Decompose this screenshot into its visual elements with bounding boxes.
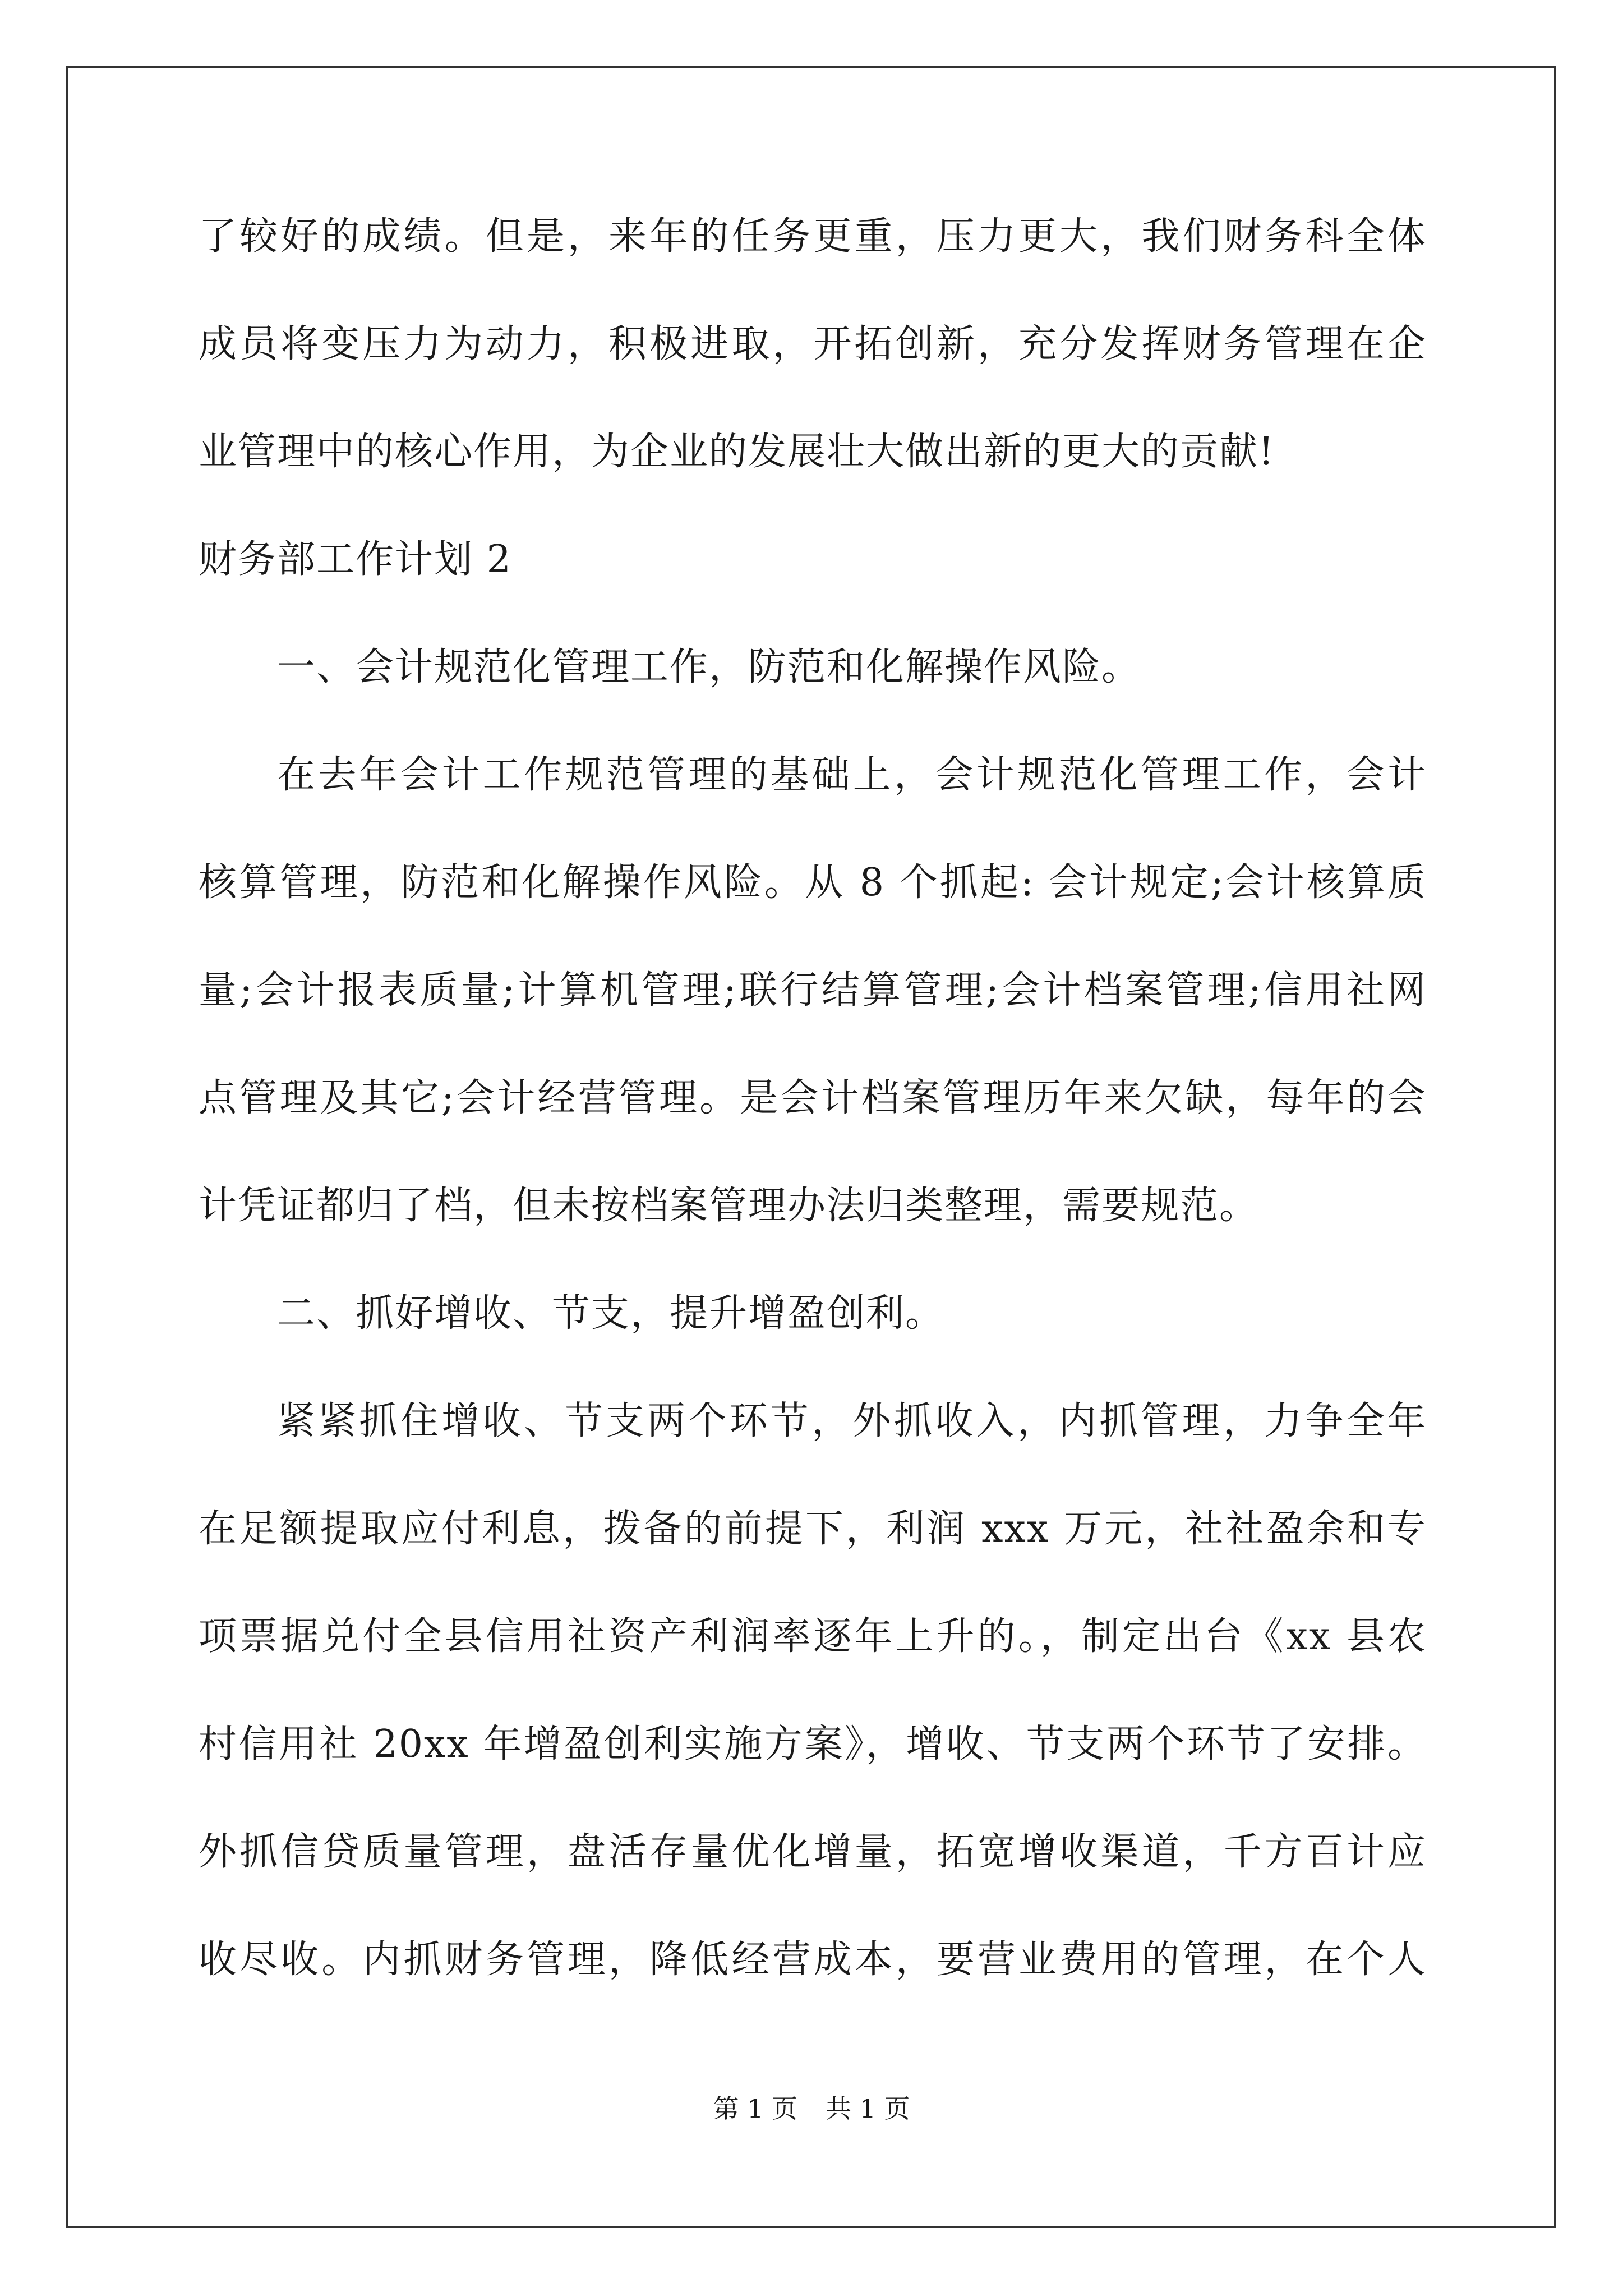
paragraph-line: 量;会计报表质量;计算机管理;联行结算管理;会计档案管理;信用社网	[199, 968, 1427, 1013]
section-title: 财务部工作计划 2	[199, 537, 512, 582]
page-footer	[0, 2093, 1623, 2124]
section-heading: 二、抓好增收、节支，提升增盈创利。	[277, 1291, 945, 1336]
paragraph-line: 在去年会计工作规范管理的基础上，会计规范化管理工作，会计	[277, 753, 1427, 797]
paragraph-line: 在足额提取应付利息，拨备的前提下，利润 xxx 万元，社社盈余和专	[199, 1507, 1427, 1551]
paragraph-line: 点管理及其它;会计经营管理。是会计档案管理历年来欠缺，每年的会	[199, 1076, 1427, 1120]
paragraph-line: 了较好的成绩。但是，来年的任务更重，压力更大，我们财务科全体	[199, 214, 1427, 259]
paragraph-line: 村信用社 20xx 年增盈创利实施方案》，增收、节支两个环节了安排。	[199, 1722, 1427, 1766]
paragraph-line: 业管理中的核心作用，为企业的发展壮大做出新的更大的贡献!	[199, 430, 1275, 474]
section-heading: 一、会计规范化管理工作，防范和化解操作风险。	[277, 645, 1141, 689]
paragraph-line: 成员将变压力为动力，积极进取，开拓创新，充分发挥财务管理在企	[199, 322, 1427, 366]
paragraph-line: 核算管理，防范和化解操作风险。从 8 个抓起: 会计规定;会计核算质	[199, 861, 1427, 905]
paragraph-line: 紧紧抓住增收、节支两个环节，外抓收入，内抓管理，力争全年	[277, 1399, 1427, 1443]
document-body	[199, 214, 1427, 2049]
page-number: 第 1 页	[713, 2093, 797, 2124]
paragraph-line: 项票据兑付全县信用社资产利润率逐年上升的。，制定出台《xx 县农	[199, 1614, 1427, 1659]
paragraph-line: 外抓信贷质量管理，盘活存量优化增量，拓宽增收渠道，千方百计应	[199, 1830, 1427, 1874]
paragraph-line: 收尽收。内抓财务管理，降低经营成本，要营业费用的管理，在个人	[199, 1938, 1427, 1982]
paragraph-line: 计凭证都归了档，但未按档案管理办法归类整理，需要规范。	[199, 1184, 1259, 1228]
page-total: 共 1 页	[826, 2093, 910, 2124]
